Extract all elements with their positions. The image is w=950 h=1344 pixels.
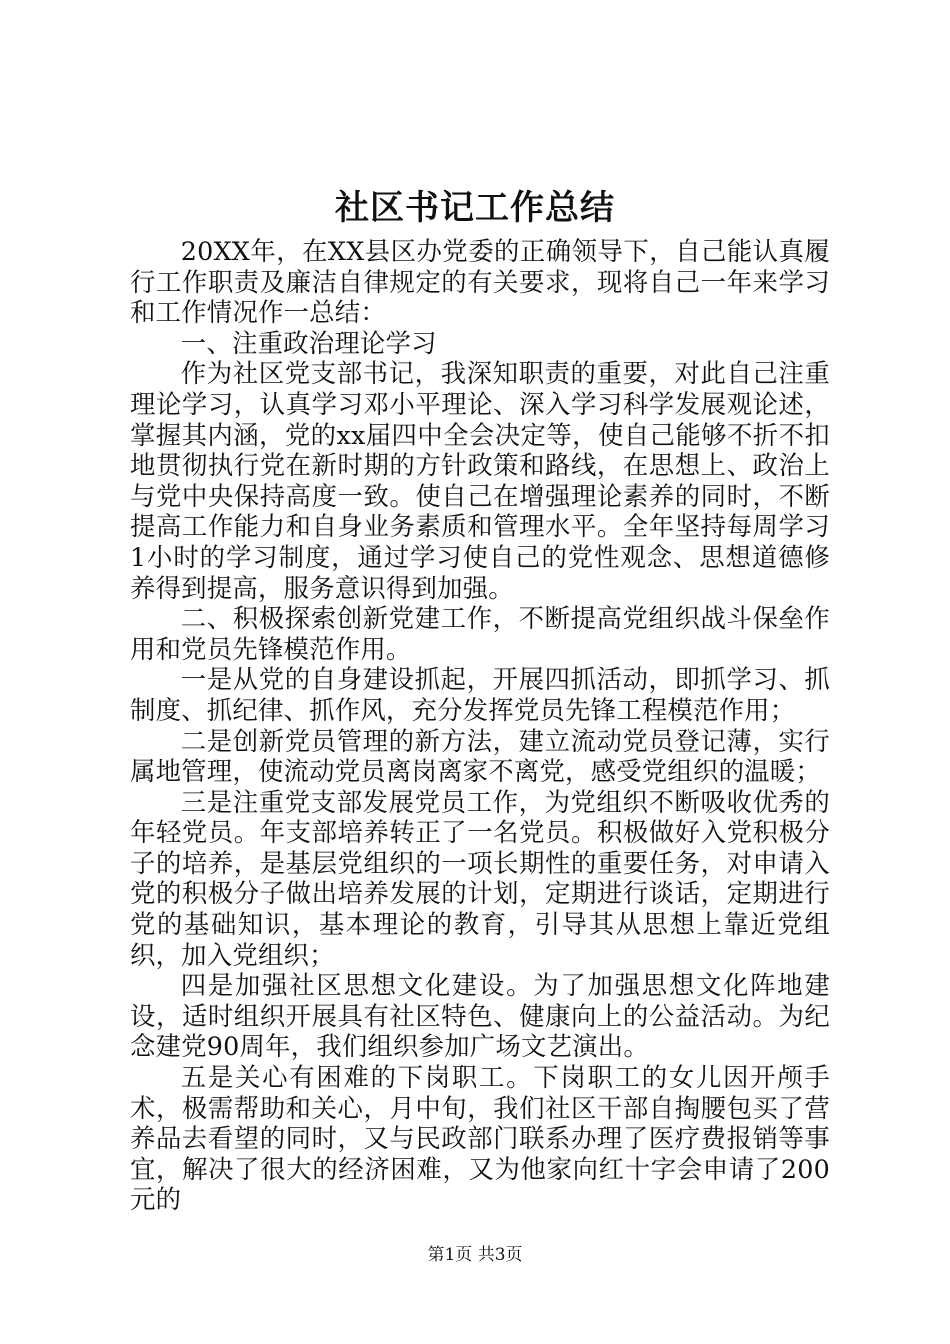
page-number-footer: 第1页 共3页: [427, 1245, 523, 1265]
section-heading-2: 二、积极探索创新党建工作，不断提高党组织战斗保垒作用和党员先锋模范作用。: [130, 603, 830, 664]
list-item: 四是加强社区思想文化建设。为了加强思想文化阵地建设，适时组织开展具有社区特色、健康向上的公益活动。为纪念建党90周年，我们组织参加广场文艺演出。: [130, 970, 830, 1062]
list-item: 三是注重党支部发展党员工作，为党组织不断吸收优秀的年轻党员。年支部培养转正了一名党员。积极做好入党积极分子的培养，是基层党组织的一项长期性的重要任务，对申请入党的积极分子做出培养发展的计划，定期进行谈话，定期进行党的基础知识，基本理论的教育，引导其从思想上靠近党组织，加入党组织；: [130, 786, 830, 970]
document-title: 社区书记工作总结: [335, 188, 615, 228]
document-body: [130, 236, 830, 1215]
body-paragraph: 作为社区党支部书记，我深知职责的重要，对此自己注重理论学习，认真学习邓小平理论、深入学习科学发展观论述，掌握其内涵，党的xx届四中全会决定等，使自己能够不折不扣地贯彻执行党在新时期的方针政策和路线，在思想上、政治上与党中央保持高度一致。使自己在增强理论素养的同时，不断提高工作能力和自身业务素质和管理水平。全年坚持每周学习1小时的学习制度，通过学习使自己的党性观念、思想道德修养得到提高，服务意识得到加强。: [130, 358, 830, 603]
list-item: 五是关心有困难的下岗职工。下岗职工的女儿因开颅手术，极需帮助和关心，月中旬，我们社区干部自掏腰包买了营养品去看望的同时，又与民政部门联系办理了医疗费报销等事宜，解决了很大的经济困难，又为他家向红十字会申请了200元的: [130, 1062, 830, 1215]
section-heading-1: 一、注重政治理论学习: [180, 327, 437, 358]
list-item: 二是创新党员管理的新方法，建立流动党员登记薄，实行属地管理，使流动党员离岗离家不离党，感受党组织的温暖；: [130, 725, 830, 787]
intro-paragraph: 20XX年，在XX县区办党委的正确领导下，自己能认真履行工作职责及廉洁自律规定的有关要求，现将自己一年来学习和工作情况作一总结：: [130, 236, 830, 328]
list-item: 一是从党的自身建设抓起，开展四抓活动，即抓学习、抓制度、抓纪律、抓作风，充分发挥党员先锋工程模范作用；: [130, 664, 830, 725]
